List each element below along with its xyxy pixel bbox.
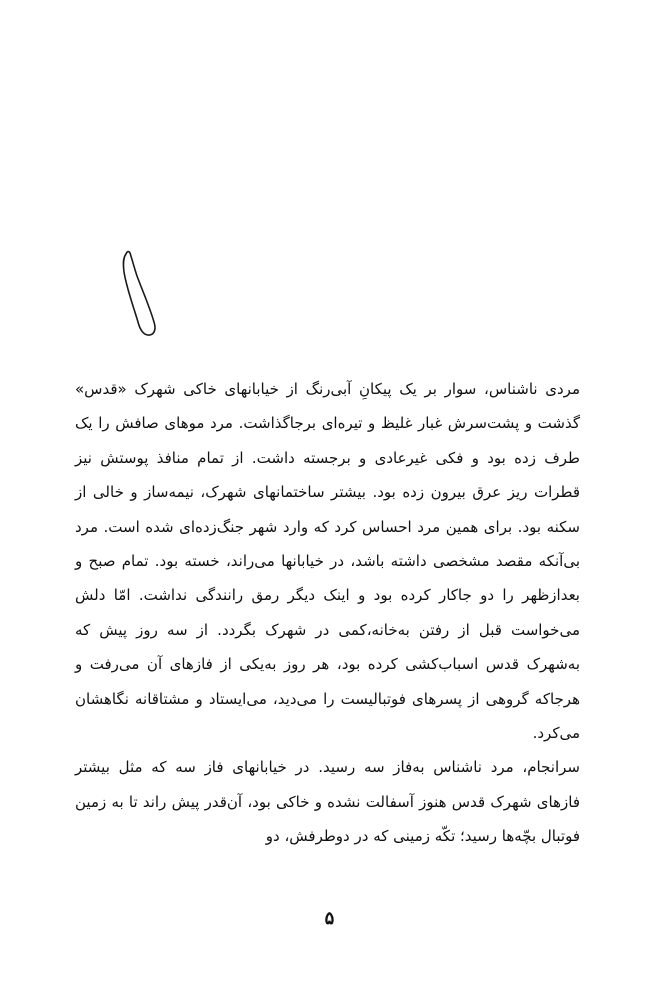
paragraph-2: سرانجام، مرد ناشناس به‌فاز سه رسید. در خیابانهای فاز سه که مثل بیشتر فازهای شهرک قدس هنوز آسفالت نشده و خاکی بود، آن‌قدر پیش راند تا به زمین فوتبال بچّه‌ها رسید؛ تکّه زمینی که در دوطرفش، دو <box>75 758 580 846</box>
chapter-body <box>75 372 580 854</box>
chapter-number-outline-glyph <box>110 250 170 340</box>
paragraph-1: مردی ناشناس، سوار بر یک پیکانِ آبی‌رنگ از خیابانهای خاکی شهرک «قدس» گذشت و پشت‌سرش غبار غلیظ و تیره‌ای برجاگذاشت. مرد موهای صافش را یک طرف زده بود و فکی غیرعادی و برجسته داشت. از تمام منافذ پوستش نیز قطرات ریز عرق بیرون زده بود. بیشتر ساختمانهای شهرک، نیمه‌ساز و خالی از سکنه بود. برای همین مرد احساس کرد که وارد شهر جنگ‌زده‌ای شده است. مرد بی‌آنکه مقصد مشخصی داشته باشد، در خیابانها می‌راند، خسته بود. تمام صبح و بعدازظهر را دو جاکار کرده بود و اینک دیگر رمق رانندگی نداشت. امّا دلش می‌خواست قبل از رفتن به‌خانه،کمی در شهرک بگردد. از سه روز پیش که به‌شهرک قدس اسباب‌کشی کرده بود، هر روز به‌یکی از فازهای آن می‌رفت و هرجاکه گروهی از پسرهای فوتبالیست را می‌دید، می‌ایستاد و مشتاقانه نگاهشان می‌کرد. <box>75 380 580 743</box>
chapter-number <box>110 250 170 340</box>
page-number: ۵ <box>324 908 335 929</box>
chapter-number-text <box>110 340 111 341</box>
